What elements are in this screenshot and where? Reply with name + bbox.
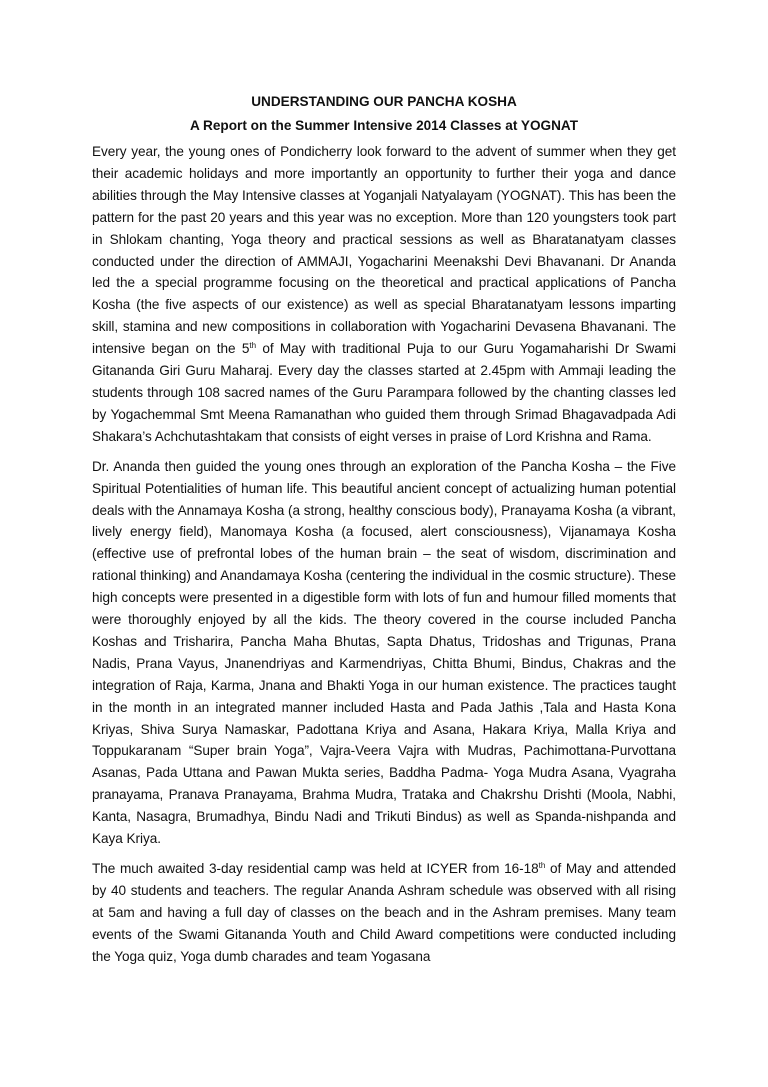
paragraph-residential-camp xyxy=(92,858,676,968)
document-subtitle: A Report on the Summer Intensive 2014 Classes at YOGNAT xyxy=(189,118,579,133)
paragraph-text: of May and attended by 40 students and teachers. The regular Ananda Ashram schedule was observed with all rising at 5am and having a full day of classes on the beach and in the Ashram premises. Many team events of the Swami Gitananda Youth and Child Award competitions were conducted including the Yoga quiz, Yoga dumb charades and team Yogasana xyxy=(92,861,676,964)
document-page xyxy=(92,91,676,976)
paragraph-text: The much awaited 3-day residential camp was held at ICYER from 16-18 xyxy=(92,861,539,876)
paragraph-text: Every year, the young ones of Pondicherry look forward to the advent of summer when they get their academic holidays and more importantly an opportunity to further their yoga and dance abilities through the May Intensive classes at Yoganjali Natyalayam (YOGNAT). This has been the pattern for the past 20 years and this year was no exception. More than 120 youngsters took part in Shlokam chanting, Yoga theory and practical sessions as well as Bharatanatyam classes conducted under the direction of AMMAJI, Yogacharini Meenakshi Devi Bhavanani. Dr Ananda led the a special programme focusing on the theoretical and practical applications of Pancha Kosha (the five aspects of our existence) as well as special Bharatanatyam lessons imparting skill, stamina and new compositions in collaboration with Yogacharini Devasena Bhavanani. The intensive began on the 5 xyxy=(92,144,676,357)
ordinal-suffix: th xyxy=(538,861,546,870)
paragraph-pancha-kosha: Dr. Ananda then guided the young ones through an exploration of the Pancha Kosha – the Five Spiritual Potentialities of human life. This beautiful ancient concept of actualizing human potential deals with the Annamaya Kosha (a strong, healthy conscious body), Pranayama Kosha (a vibrant, lively energy field), Manomaya Kosha (a focused, alert consciousness), Vijanamaya Kosha (effective use of prefrontal lobes of the human brain – the seat of wisdom, discrimination and rational thinking) and Anandamaya Kosha (centering the individual in the cosmic structure). These high concepts were presented in a digestible form with lots of fun and humour filled moments that were thoroughly enjoyed by all the kids. The theory covered in the course included Pancha Koshas and Trisharira, Pancha Maha Bhutas, Sapta Dhatus, Tridoshas and Trigunas, Prana Nadis, Prana Vayus, Jnanendriyas and Karmendriyas, Chitta Bhumi, Bindus, Chakras and the integration of Raja, Karma, Jnana and Bhakti Yoga in our human existence. The practices taught in the month in an integrated manner included Hasta and Pada Jathis ,Tala and Hasta Kona Kriyas, Shiva Surya Namaskar, Padottana Kriya and Asana, Hakara Kriya, Malla Kriya and Toppukaranam “Super brain Yoga”, Vajra-Veera Vajra with Mudras, Pachimottana-Purvottana Asanas, Pada Uttana and Pawan Mukta series, Baddha Padma- Yoga Mudra Asana, Vyagraha pranayama, Pranava Pranayama, Brahma Mudra, Trataka and Chakrshu Drishti (Moola, Nabhi, Kanta, Nasagra, Brumadhya, Bindu Nadi and Trikuti Bindus) as well as Spanda-nishpanda and Kaya Kriya. xyxy=(92,458,676,847)
paragraph-intro xyxy=(92,141,676,448)
paragraph-text: of May with traditional Puja to our Guru Yogamaharishi Dr Swami Gitananda Giri Guru Maharaj. Every day the classes started at 2.45pm with Ammaji leading the students through 108 sacred names of the Guru Parampara followed by the chanting classes led by Yogachemmal Smt Meena Ramanathan who guided them through Srimad Bhagavadpada Adi Shakara’s Achchutashtakam that consists of eight verses in praise of Lord Krishna and Rama. xyxy=(92,341,676,444)
ordinal-suffix: th xyxy=(249,341,256,351)
document-title: UNDERSTANDING OUR PANCHA KOSHA xyxy=(251,94,517,109)
